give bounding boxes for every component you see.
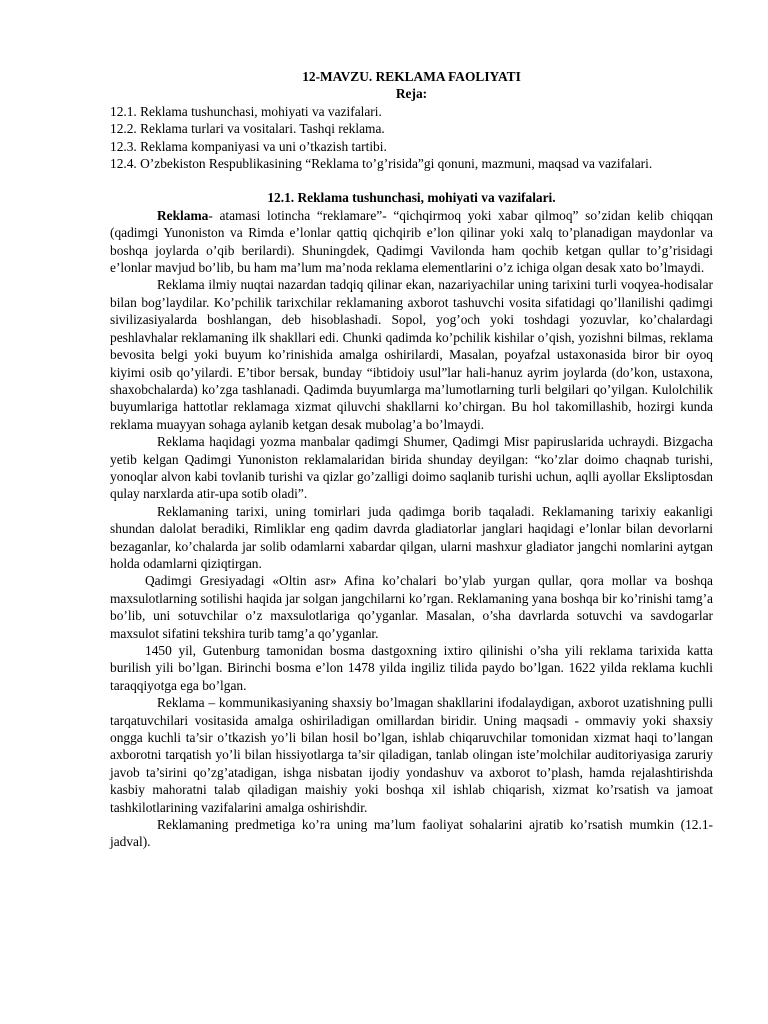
document-page — [110, 68, 713, 851]
plan-item: 12.3. Reklama kompaniyasi va uni o’tkazish tartibi. — [110, 138, 387, 154]
paragraph — [110, 207, 713, 277]
paragraph: Reklama ilmiy nuqtai nazardan tadqiq qilinar ekan, nazariyachilar uning tarixini turli voqyea-hodisalar bilan bog’laydilar. Ko’pchilik tarixchilar reklamaning axborot tashuvchi vosita sifatidagi qo’llanilishi qadimgi sivilizasiyalarda boshlangan, deb hisoblashadi. Sopol, yog’och yoki toshdagi yozuvlar, ko’chalardagi peshlavhalar reklamaning ilk shakllari edi. Chunki qadimda ko’pchilik kishilar o’qish, yozishni bilmas, reklama bevosita belgi yoki buyum ko’rinishida amalga oshirilardi, Masalan, poyafzal ustaxonasida biror bir oyoq kiyimi osib qo’yilardi. E’tibor bersak, bunday “ibtidoiy usul”lar hali-hanuz ayrim joylarda (do’kon, ustaxona, shaxobchalarda) ko’zga tashlanadi. Qadimda buyumlarga ma’lumotlarning turli belgilari qo’yilgan. Kulolchilik buyumlariga hattotlar reklamaga xizmat qiluvchi shakllarni ko’chirgan. Bu hol takomillashib, hozirgi kunda reklama muayyan sohaga aylanib ketgan desak mubolag’a bo’lmaydi. — [110, 277, 713, 432]
plan-list — [110, 103, 713, 173]
paragraph: Reklamaning tarixi, uning tomirlari juda qadimga borib taqaladi. Reklamaning tarixiy eakanligi shundan dalolat beradiki, Rimliklar eng qadim davrda gladiatorlar janglari haqidagi e’lonlar bilan devorlarni bezaganlar, ko’chalarda jar solib odamlarni xabardar qilgan, ularni mashxur gladiator jangchi nomlarini aytgan holda odamlarni qiziqtirgan. — [110, 503, 713, 571]
section-title: 12.1. Reklama tushunchasi, mohiyati va vazifalari. — [267, 190, 556, 206]
plan-item: 12.1. Reklama tushunchasi, mohiyati va vazifalari. — [110, 103, 382, 119]
page-title: 12-MAVZU. REKLAMA FAOLIYATI — [302, 69, 521, 84]
paragraph: Reklama – kommunikasiyaning shaxsiy bo’lmagan shakllarini ifodalaydigan, axborot uzatishning pulli tarqatuvchilari vositasida amalga oshiriladigan omillardan biridir. Uning maqsadi - ommaviy yoki shaxsiy ongga kuchli ta’sir o’tkazish yo’li bilan hosil bo’lgan, ishlab chiqaruvchilar tomonidan xizmat haqi to’langan axborotni tarqatish yo’li bilan hissiyotlarga ta’sir qiladigan, tanlab olingan iste’molchilar auditoriyasiga zaruriy javob ta’sirini qo’zg’atadigan, ishga nisbatan ijodiy yondashuv va axborot to’plash, hamda rejalashtirishda kasbiy mahoratni talab qiladigan maishiy yoki boshqa xil ishlab chiqarish, xizmat ko’rsatish va jamoat tashkilotlarining vazifalarini amalga oshirishdir. — [110, 695, 713, 815]
paragraph: 1450 yil, Gutenburg tamonidan bosma dastgoxning ixtiro qilinishi o’sha yili reklama tarixida katta burilish yili bo’lgan. Birinchi bosma e’lon 1478 yilda ingiliz tilida paydo bo’lgan. 1622 yilda reklama kuchli taraqqiyotga ega bo’lgan. — [110, 643, 713, 693]
plan-item: 12.2. Reklama turlari va vositalari. Tashqi reklama. — [110, 121, 385, 137]
plan-label: Reja: — [395, 86, 428, 102]
paragraph: Qadimgi Gresiyadagi «Oltin asr» Afina ko’chalari bo’ylab yurgan qullar, qora mollar va boshqa maxsulotlarning sotilishi haqida jar solgan jangchilarni ko’rgan. Reklamaning yana boshqa bir ko’rinishi tamg’a bo’lib, uni sotuvchilar o’z maxsulotlariga qo’yganlar. Masalan, o’sha davrlarda sotuvchi va savdogarlar maxsulot sifatini tekshira turib tamg’a qo’yganlar. — [110, 573, 713, 641]
paragraph-text: - atamasi lotincha “reklamare”- “qichqirmoq yoki xabar qilmoq” so’zidan kelib chiqqan (qadimgi Yunoniston va Rimda e’lonlar qattiq qichqirib e’lon qilinar yoki xalq to’planadigan maydonlar va boshqa joylarda o’qib berilardi). Shuningdek, Qadimgi Vavilonda ham qochib ketgan qullar to’g’risidagi e’lonlar mavjud bo’lib, bu ham ma’lum ma’noda reklama elementlarini o’z ichiga olgan desak xato bo’lmaydi. — [110, 207, 713, 276]
paragraph: Reklama haqidagi yozma manbalar qadimgi Shumer, Qadimgi Misr papiruslarida uchraydi. Bizgacha yetib kelgan Qadimgi Yunoniston reklamalaridan birida shunday deyilgan: “ko’zlar doimo chaqnab turishi, yonoqlar alvon kabi tovlanib turishi va qizlar go’zalligi doimo saqlanib turishi uchun, aqlli ayollar Eksliptosdan qulay narxlarda atir-upa sotib oladi”. — [110, 434, 713, 502]
plan-item: 12.4. O’zbekiston Respublikasining “Reklama to’g’risida”gi qonuni, mazmuni, maqsad va vazifalari. — [110, 156, 653, 172]
paragraph: Reklamaning predmetiga ko’ra uning ma’lum faoliyat sohalarini ajratib ko’rsatish mumkin (12.1-jadval). — [110, 817, 713, 850]
paragraph-lead-term: Reklama — [157, 207, 209, 223]
section-body — [110, 207, 713, 851]
